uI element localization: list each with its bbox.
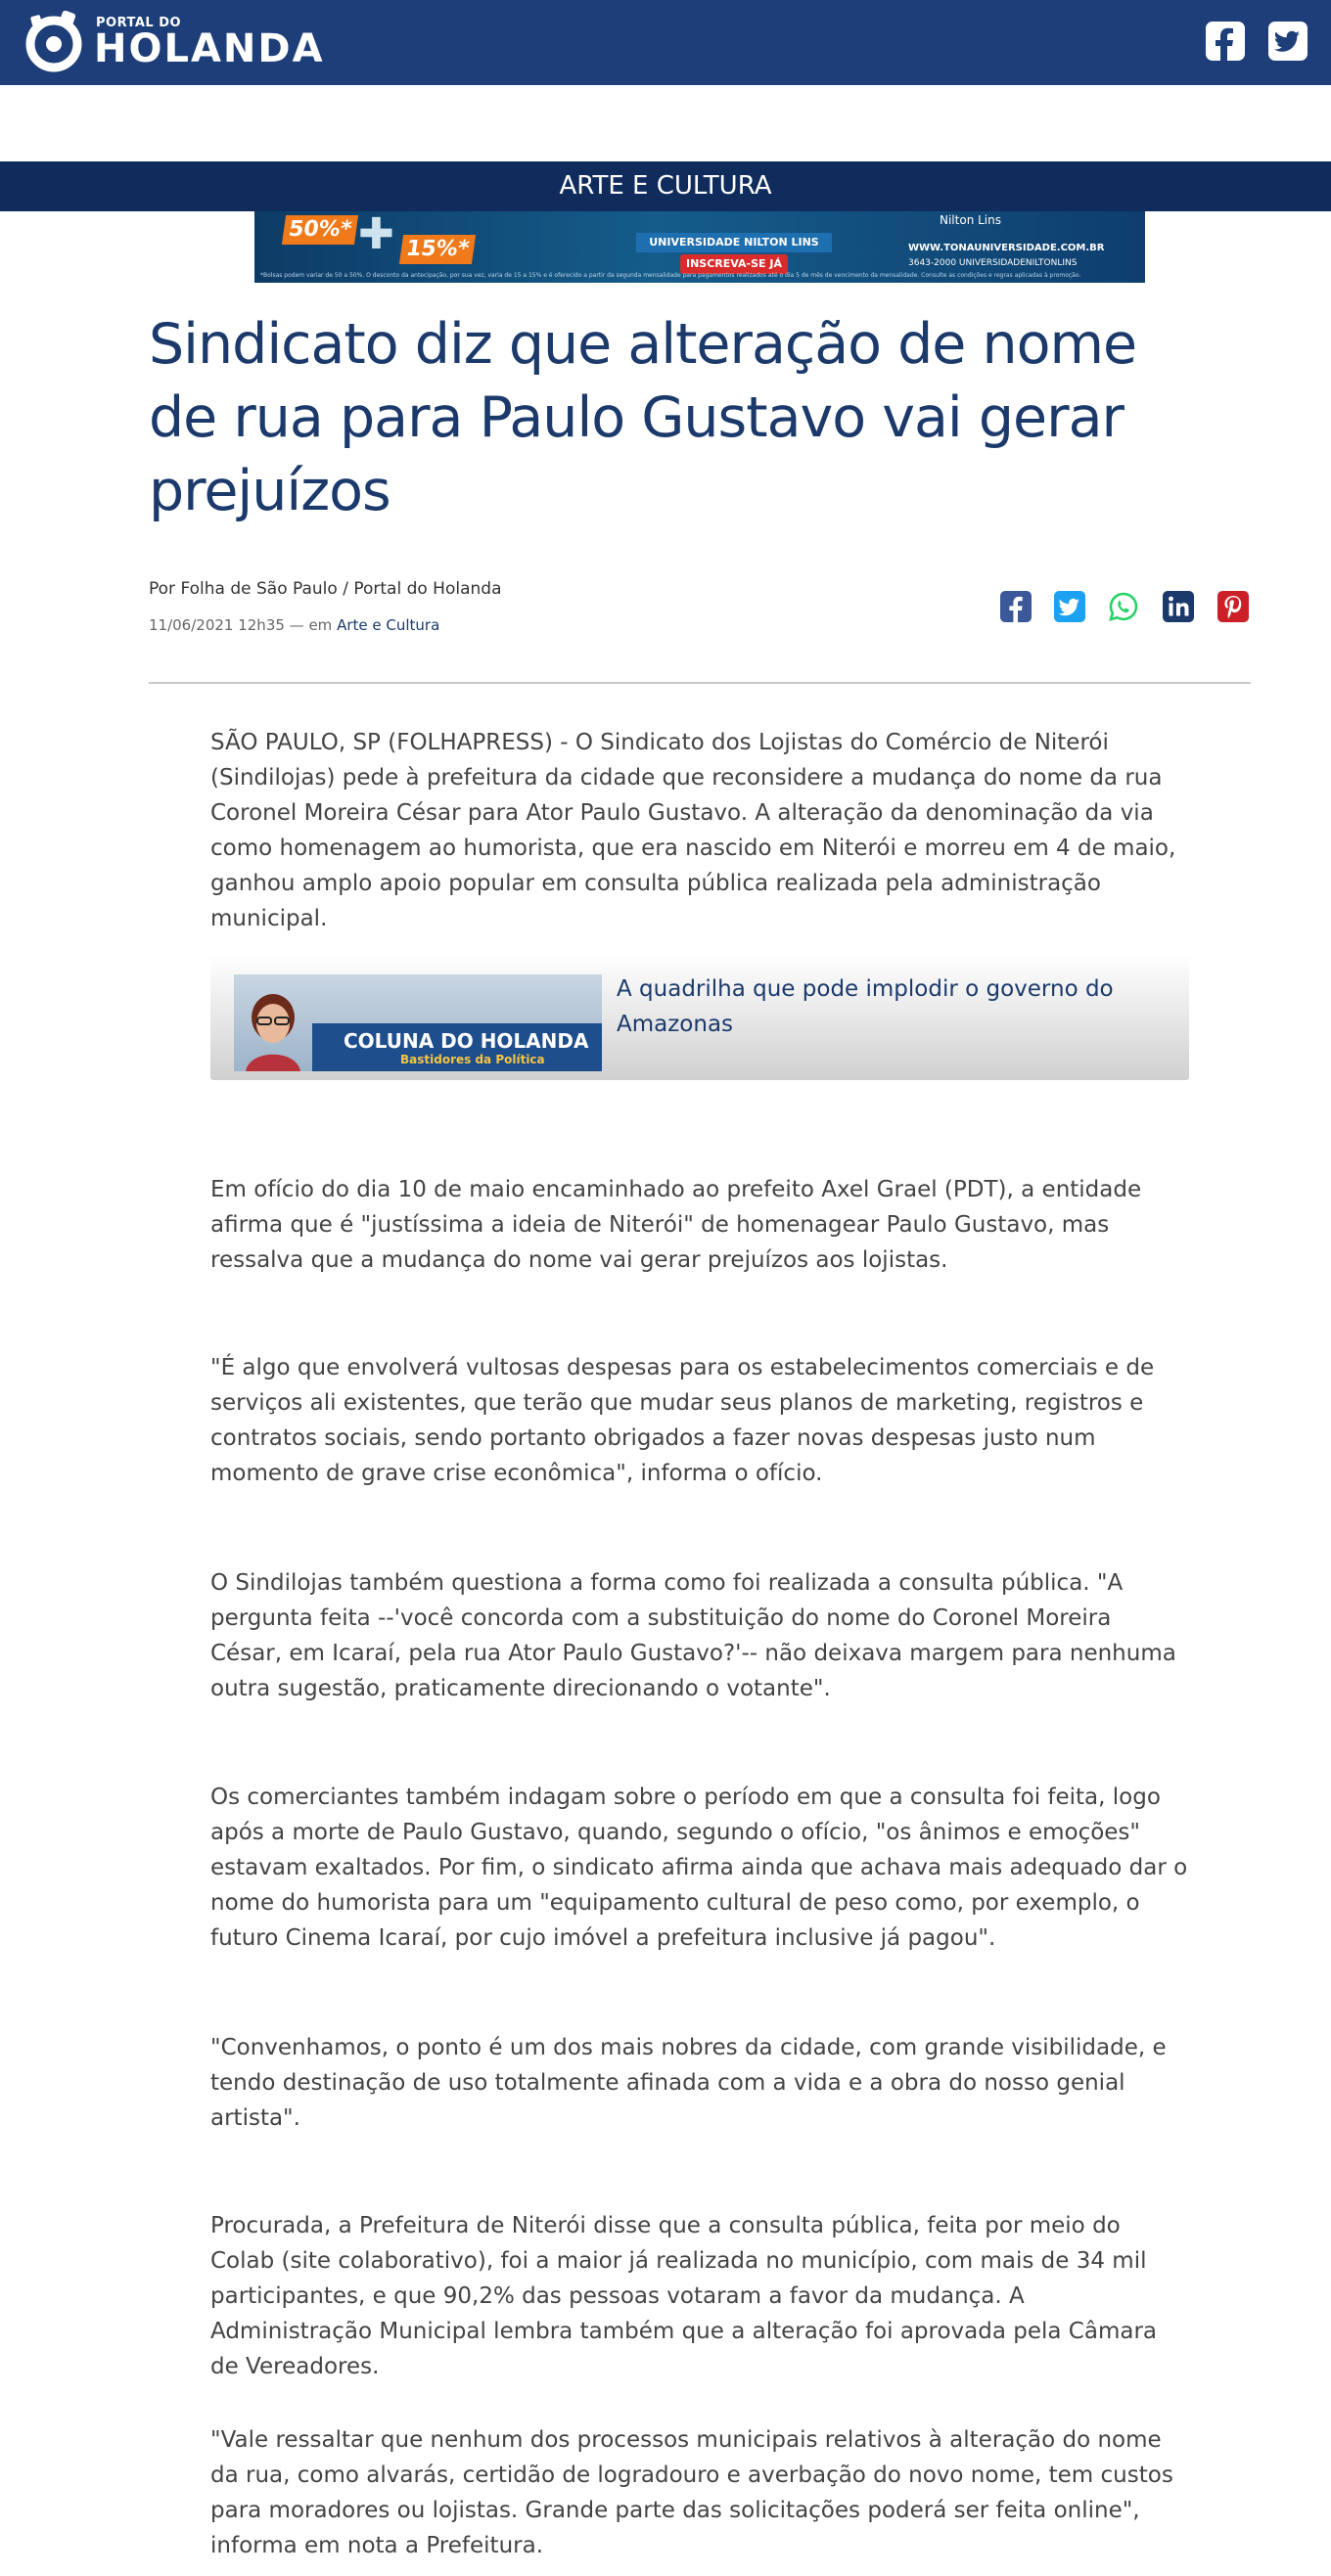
related-image-title: COLUNA DO HOLANDA — [344, 1029, 589, 1053]
related-article-card[interactable] — [210, 954, 1189, 1080]
article-paragraph: Os comerciantes também indagam sobre o período em que a consulta foi feita, logo após a morte de Paulo Gustavo, quando, segundo o ofício, "os ânimos e emoções" estavam exaltados. Por fim, o sindicato afirma ainda que achava mais adequado dar o nome do humorista para um "equipamento cultural de peso como, por exemplo, o futuro Cinema Icaraí, por cujo imóvel a prefeitura inclusive já pagou". — [210, 1785, 1188, 1951]
related-image-subtitle: Bastidores da Política — [400, 1053, 545, 1066]
header-spacer — [0, 85, 1331, 161]
logo-big-text: HOLANDA — [94, 26, 325, 71]
share-pinterest-button[interactable] — [1217, 591, 1249, 622]
share-twitter-button[interactable] — [1054, 591, 1085, 622]
share-whatsapp-button[interactable] — [1108, 591, 1139, 622]
pinterest-icon — [1217, 591, 1249, 622]
logo-small-text: PORTAL DO — [96, 16, 182, 30]
whatsapp-icon — [1108, 591, 1139, 622]
header-twitter-link[interactable] — [1268, 22, 1308, 61]
article-paragraph: SÃO PAULO, SP (FOLHAPRESS) - O Sindicato dos Lojistas do Comércio de Niterói (Sindilojas) pede à prefeitura da cidade que reconsidere a mudança do nome da rua Coronel Moreira César para Ator Paulo Gustavo. A alteração da denominação da via como homenagem ao humorista, que era nascido em Niterói e morreu em 4 de maio, ganhou amplo apoio popular em consulta pública realizada pela administração municipal. — [210, 730, 1176, 931]
ad-plus-icon: ✚ — [358, 211, 394, 259]
share-linkedin-button[interactable] — [1163, 591, 1194, 622]
article-date: 11/06/2021 12h35 — em — [149, 616, 338, 634]
related-article-image[interactable] — [234, 974, 602, 1071]
columnist-avatar — [244, 988, 302, 1071]
related-article-link[interactable]: A quadrilha que pode implodir o governo do Amazonas — [617, 976, 1114, 1037]
ad-discount-1: 50%* — [282, 215, 358, 245]
article-byline: Por Folha de São Paulo / Portal do Holanda — [149, 579, 502, 599]
section-title[interactable]: ARTE E CULTURA — [0, 161, 1331, 211]
ad-cta-button[interactable]: INSCREVA-SE JÁ — [680, 254, 788, 274]
facebook-icon — [1000, 591, 1032, 622]
article-dateline — [149, 616, 439, 634]
article-paragraph: "É algo que envolverá vultosas despesas para os estabelecimentos comerciais e de serviços ali existentes, que terão que mudar seus planos de marketing, registros e contratos sociais, sendo portanto obrigados a fazer novas despesas justo num momento de grave crise econômica", informa o ofício. — [210, 1355, 1155, 1486]
twitter-icon — [1268, 22, 1308, 61]
article-paragraph: "Vale ressaltar que nenhum dos processos municipais relativos à alteração do nome da rua, como alvarás, certidão de logradouro e averbação do novo nome, tem custos para moradores ou lojistas. Grande parte das solicitações poderá ser feita online", informa em nota a Prefeitura. — [210, 2427, 1173, 2558]
linkedin-icon — [1163, 591, 1194, 622]
site-header — [0, 0, 1331, 85]
article-paragraph: "Convenhamos, o ponto é um dos mais nobres da cidade, com grande visibilidade, e tendo destinação de uso totalmente afinada com a vida e a obra do nosso genial artista". — [210, 2035, 1167, 2131]
article-paragraph: O Sindilojas também questiona a forma como foi realizada a consulta pública. "A pergunta feita --'você concorda com a substituição do nome do Coronel Moreira César, em Icaraí, pela rua Ator Paulo Gustavo?'-- não deixava margem para nenhuma outra sugestão, praticamente direcionando o votante". — [210, 1570, 1176, 1701]
ad-contact: 3643-2000 UNIVERSIDADENILTONLINS — [908, 258, 1078, 268]
article-title: Sindicato diz que alteração de nome de rua para Paulo Gustavo vai gerar prejuízos — [149, 312, 1137, 523]
ad-banner[interactable] — [254, 211, 1145, 283]
site-logo[interactable] — [22, 10, 325, 74]
ad-university-label: UNIVERSIDADE NILTON LINS — [636, 233, 832, 252]
twitter-icon — [1054, 591, 1085, 622]
article-category-link[interactable]: Arte e Cultura — [337, 616, 440, 634]
facebook-icon — [1206, 22, 1245, 61]
ad-discount-2: 15%* — [399, 235, 476, 264]
share-facebook-button[interactable] — [1000, 591, 1032, 622]
header-facebook-link[interactable] — [1206, 22, 1245, 61]
article-divider — [149, 682, 1251, 684]
ad-site: WWW.TONAUNIVERSIDADE.COM.BR — [908, 243, 1105, 253]
article-paragraph: Procurada, a Prefeitura de Niterói disse que a consulta pública, feita por meio do Colab (site colaborativo), foi a maior já realizada no município, com mais de 34 mil participantes, e que 90,2% das pessoas votaram a favor da mudança. A Administração Municipal lembra também que a alteração foi aprovada pela Câmara de Vereadores. — [210, 2213, 1157, 2379]
logo-mark-icon — [22, 10, 86, 74]
article-paragraph: Em ofício do dia 10 de maio encaminhado ao prefeito Axel Grael (PDT), a entidade afirma que é "justíssima a ideia de Niterói" de homenagear Paulo Gustavo, mas ressalva que a mudança do nome vai gerar prejuízos aos lojistas. — [210, 1177, 1142, 1273]
ad-brand: Nilton Lins — [940, 213, 1001, 227]
ad-fine-print: *Bolsas podem variar de 50 a 50%. O desconto da antecipação, por sua vez, varia de 15 a 15% e é oferecido a partir da segunda mensalidade para pagamentos realizados até o dia 5 de mês de vencimento da mensalidade. Consulte as condições e regras aplicadas à promoção. — [260, 272, 1081, 279]
